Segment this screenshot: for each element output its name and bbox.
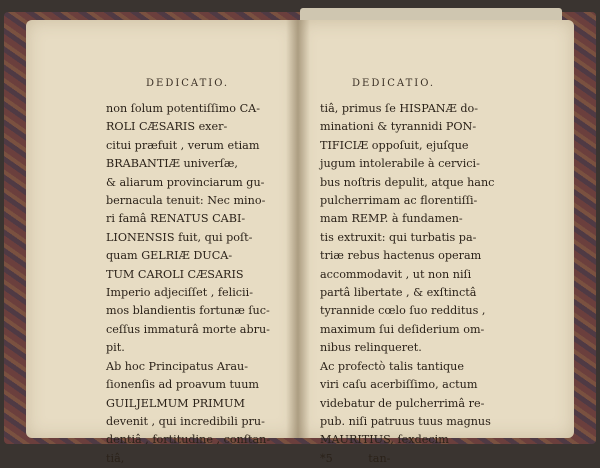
right-line: pulcherrimam ac florentiſſi-	[320, 194, 478, 208]
left-line: non ſolum potentiſſimo CA-	[106, 102, 260, 115]
left-line: bernacula tenuit: Nec mino-	[106, 194, 266, 208]
left-line: mos blandientis fortunæ ſuc-	[106, 304, 270, 318]
right-line: triæ rebus hactenus operam	[320, 249, 482, 263]
left-line: ri famâ RENATUS CABI-	[106, 212, 246, 226]
right-line: nibus relinqueret.	[320, 341, 422, 355]
right-page-text	[320, 100, 494, 468]
left-line: quam GELRIÆ DUCA-	[106, 249, 233, 263]
right-line: partâ libertate , & exſtinctâ	[320, 286, 477, 300]
right-line: pub. niſi patruus tuus magnus	[320, 414, 491, 428]
left-line: devenit , qui incredibili pru-	[106, 414, 265, 428]
left-line: Ab hoc Principatus Arau-	[106, 359, 248, 373]
left-line: TUM CAROLI CÆSARIS	[106, 267, 244, 281]
left-line: ceſſus immaturâ morte abru-	[106, 322, 270, 336]
left-line: ROLI CÆSARIS exer-	[106, 120, 228, 134]
right-line: *5 tan-	[320, 451, 391, 465]
left-page-header: DEDICATIO.	[146, 78, 230, 89]
right-line: maximum ſui deſiderium om-	[320, 322, 485, 336]
left-page-text	[106, 100, 270, 468]
left-page	[26, 20, 298, 465]
right-line: TIFICIÆ oppoſuit, ejuſque	[320, 138, 469, 152]
left-line: tiâ,	[106, 451, 125, 465]
left-line: ſionenſis ad proavum tuum	[106, 378, 260, 392]
right-line: accommodavit , ut non niſi	[320, 267, 472, 281]
right-line: tis extruxit: qui turbatis pa-	[320, 230, 477, 244]
right-line: viri caſu acerbiſſimo, actum	[320, 378, 478, 392]
right-line: videbatur de pulcherrimâ re-	[320, 396, 485, 410]
right-page	[298, 20, 574, 465]
right-page-header: DEDICATIO.	[352, 78, 436, 89]
left-line: dentiâ , fortitudine , conſtan-	[106, 433, 271, 447]
left-line: BRABANTIÆ univerſæ,	[106, 157, 238, 171]
left-line: & aliarum provinciarum gu-	[106, 175, 265, 189]
right-line: minationi & tyrannidi PON-	[320, 120, 477, 134]
right-line: bus noſtris depulit, atque hanc	[320, 175, 495, 189]
right-line: mam REMP. à fundamen-	[320, 212, 463, 226]
right-line: Ac profectò talis tantique	[320, 359, 465, 373]
right-line: jugum intolerabile à cervici-	[320, 157, 480, 171]
left-line: Imperio adjeciſſet , felicii-	[106, 286, 253, 300]
right-line: MAURITIUS, ſexdecim	[320, 433, 449, 447]
left-line: pit.	[106, 341, 125, 355]
left-line: GUILJELMUM PRIMUM	[106, 396, 245, 410]
left-line: LIONENSIS fuit, qui poſt-	[106, 230, 253, 244]
right-line: tiâ, primus ſe HISPANÆ do-	[320, 102, 479, 115]
left-line: citui præfuit , verum etiam	[106, 138, 260, 152]
right-line: tyrannide cœlo ſuo redditus ,	[320, 304, 486, 318]
book-gutter	[286, 20, 310, 438]
